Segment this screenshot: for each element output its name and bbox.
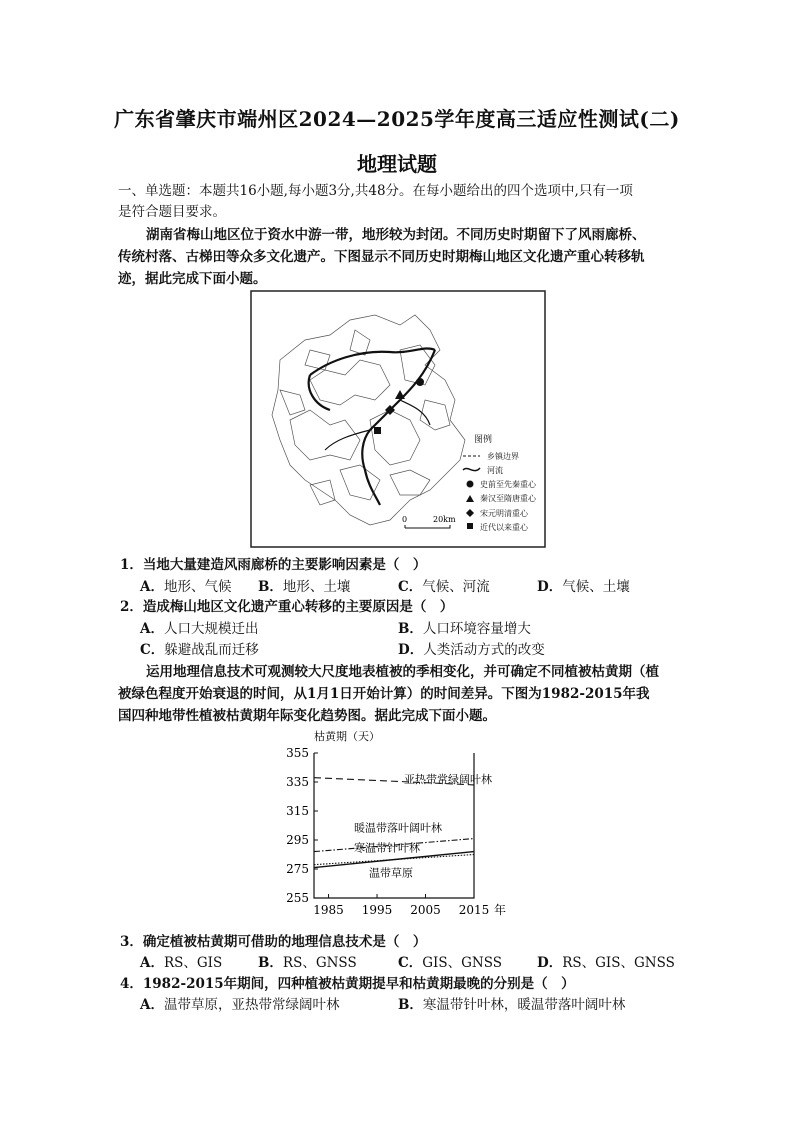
heritage-map bbox=[250, 290, 546, 548]
legend-modern: 近代以来重心 bbox=[480, 523, 528, 532]
passage2-line1: 运用地理信息技术可观测较大尺度地表植被的季相变化，并可确定不同植被枯黄期（植 bbox=[146, 664, 659, 680]
q2-stem: 2．造成梅山地区文化遗产重心转移的主要原因是（ ） bbox=[120, 599, 454, 615]
q3-option-b[interactable]: B．RS、GNSS bbox=[258, 955, 357, 971]
y-tick-label: 295 bbox=[286, 833, 309, 847]
series-label: 亚热带常绿阔叶林 bbox=[404, 772, 492, 786]
legend-song-qing: 宋元明清重心 bbox=[480, 509, 528, 518]
page-title: 广东省肇庆市端州区2024—2025学年度高三适应性测试(二) bbox=[114, 107, 680, 131]
legend-qin-tang: 秦汉至隋唐重心 bbox=[480, 494, 536, 503]
section-instruction-line1: 一、单选题：本题共16小题,每小题3分,共48分。在每小题给出的四个选项中,只有一项 bbox=[118, 183, 633, 199]
y-tick-label: 315 bbox=[286, 804, 309, 818]
x-tick-label: 2005 bbox=[410, 903, 441, 917]
passage2-line2: 被绿色程度开始衰退的时间，从1月1日开始计算）的时间差异。下图为1982-2015年我 bbox=[118, 686, 650, 702]
q4-option-b[interactable]: B．寒温带针叶林，暖温带落叶阔叶林 bbox=[398, 997, 626, 1013]
passage1-line2: 传统村落、古梯田等众多文化遗产。下图显示不同历史时期梅山地区文化遗产重心转移轨 bbox=[118, 249, 645, 265]
x-tick-label: 1985 bbox=[313, 903, 344, 917]
q4-stem: 4．1982-2015年期间，四种植被枯黄期提早和枯黄期最晚的分别是（ ） bbox=[120, 976, 575, 992]
x-tick-label: 2015 bbox=[458, 903, 490, 917]
q2-option-a[interactable]: A．人口大规模迁出 bbox=[140, 621, 259, 637]
page-subtitle: 地理试题 bbox=[357, 152, 437, 176]
legend-prehistoric: 史前至先秦重心 bbox=[480, 480, 536, 489]
q3-option-c[interactable]: C．GIS、GNSS bbox=[398, 955, 502, 971]
q1-option-d[interactable]: D．气候、土壤 bbox=[537, 579, 630, 595]
q3-stem: 3．确定植被枯黄期可借助的地理信息技术是（ ） bbox=[120, 934, 427, 950]
passage1-line3: 迹，据此完成下面小题。 bbox=[118, 271, 267, 287]
q4-option-a[interactable]: A．温带草原，亚热带常绿阔叶林 bbox=[140, 997, 340, 1013]
scale-zero: 0 bbox=[402, 515, 408, 524]
legend-river: 河流 bbox=[487, 466, 503, 475]
scale-label: 20km bbox=[433, 515, 456, 524]
legend-township: 乡镇边界 bbox=[487, 452, 519, 461]
q1-stem: 1．当地大量建造风雨廊桥的主要影响因素是（ ） bbox=[120, 557, 427, 573]
passage1-line1: 湖南省梅山地区位于资水中游一带，地形较为封闭。不同历史时期留下了风雨廊桥、 bbox=[146, 227, 646, 243]
y-tick-label: 335 bbox=[286, 775, 309, 789]
x-tick-label: 1995 bbox=[361, 903, 393, 917]
q2-option-c[interactable]: C．躲避战乱而迁移 bbox=[140, 642, 259, 658]
withering-period-chart bbox=[270, 725, 520, 920]
y-tick-label: 355 bbox=[286, 746, 309, 760]
series-label: 温带草原 bbox=[369, 866, 413, 880]
q1-option-b[interactable]: B．地形、土壤 bbox=[258, 579, 351, 595]
legend-title: 图例 bbox=[474, 435, 493, 445]
series-label: 寒温带针叶林 bbox=[354, 841, 420, 855]
q3-option-d[interactable]: D．RS、GIS、GNSS bbox=[537, 955, 675, 971]
q2-option-d[interactable]: D．人类活动方式的改变 bbox=[398, 642, 545, 658]
y-tick-label: 255 bbox=[286, 891, 309, 905]
q1-option-a[interactable]: A．地形、气候 bbox=[140, 579, 232, 595]
chart-xlabel: 年 bbox=[494, 903, 507, 917]
chart-ylabel: 枯黄期（天） bbox=[314, 730, 380, 743]
y-tick-label: 275 bbox=[286, 862, 309, 876]
passage2-line3: 国四种地带性植被枯黄期年际变化趋势图。据此完成下面小题。 bbox=[118, 708, 496, 724]
q3-option-a[interactable]: A．RS、GIS bbox=[140, 955, 223, 971]
series-label: 暖温带落叶阔叶林 bbox=[354, 821, 442, 835]
section-instruction-line2: 是符合题目要求。 bbox=[118, 204, 226, 220]
q1-option-c[interactable]: C．气候、河流 bbox=[398, 579, 490, 595]
q2-option-b[interactable]: B．人口环境容量增大 bbox=[398, 621, 531, 637]
